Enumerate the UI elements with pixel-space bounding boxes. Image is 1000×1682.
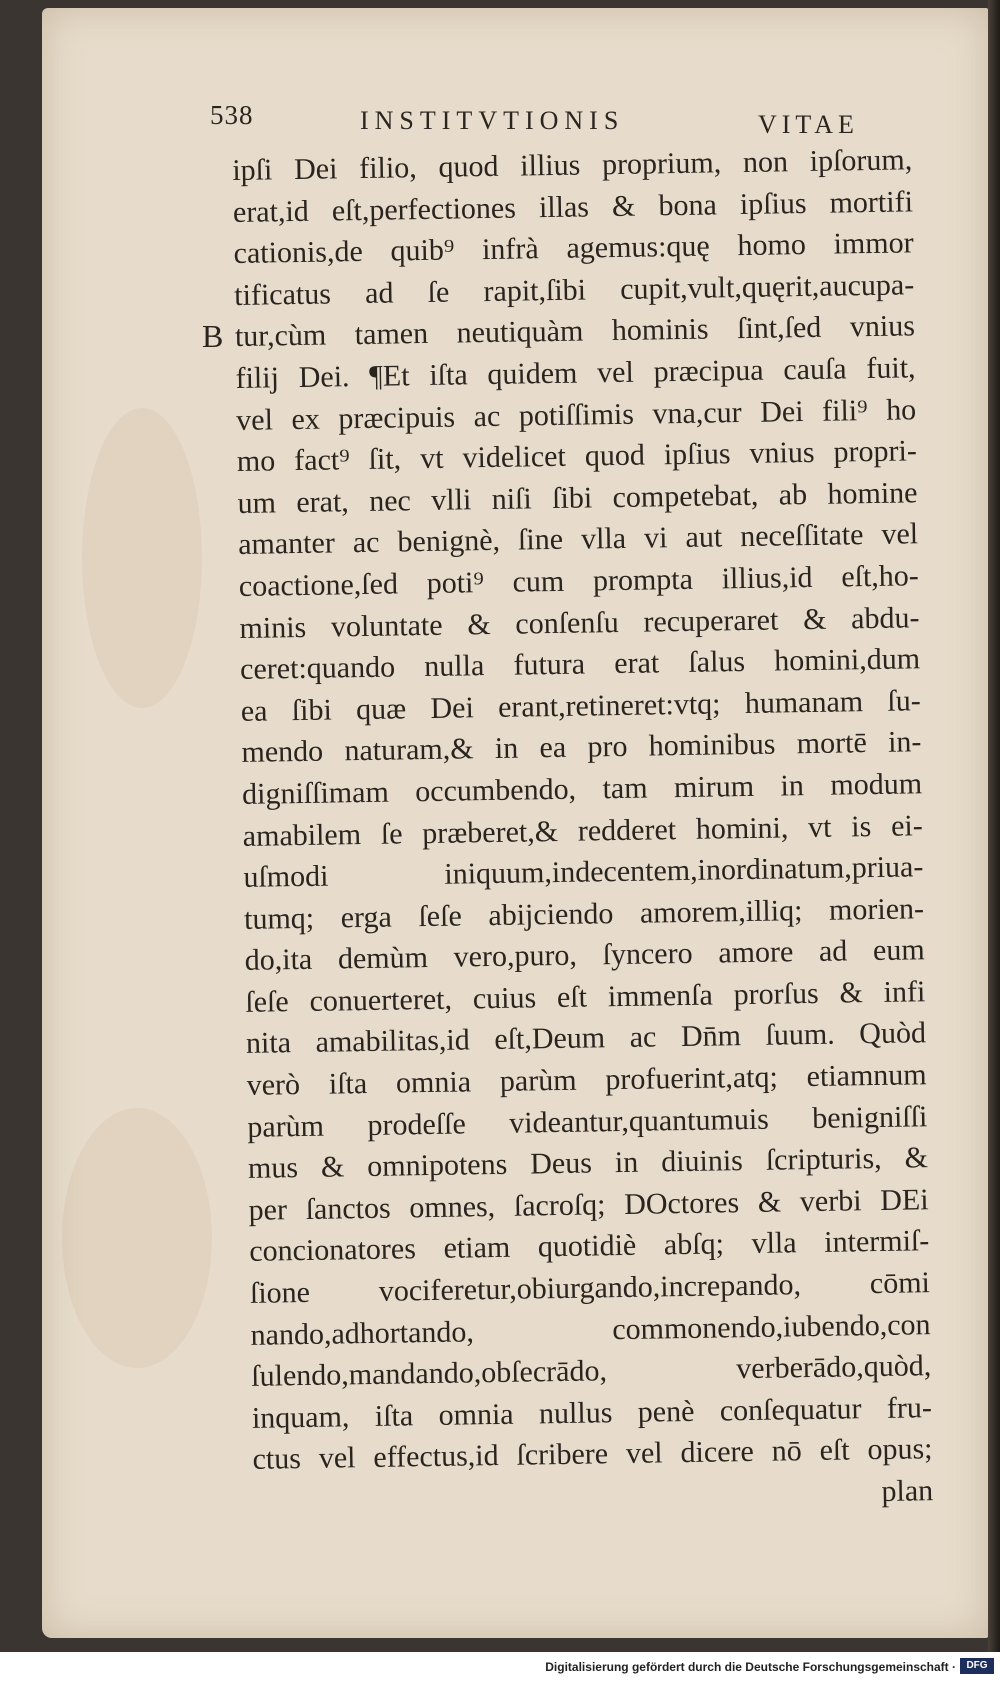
text-line: uſmodi iniquum,indecentem,inordinatum,priua- [243,850,924,895]
text-line: ctus vel effectus,id ſcribere vel dicere nō eſt opus; [252,1432,933,1477]
running-title: INSTITVTIONIS [360,106,625,135]
text-line: ſione vociferetur,obiurgando,increpando, cōmi [249,1266,931,1310]
dfg-logo: DFG [960,1658,994,1674]
margin-section-letter: B [202,318,224,354]
paper-stain [62,1108,212,1368]
text-line: coactione,ſed poti⁹ cum prompta illius,id eſt,ho- [238,559,920,603]
text-line: erat,id eſt,perfectiones illas & bona ipſius mortifi [232,184,914,229]
text-line: tificatus ad ſe rapit,ſibi cupit,vult,quęrit,aucupa- [234,268,915,312]
text-line: mo fact⁹ ſit, vt videlicet quod ipſius vnius propri- [236,434,918,479]
text-line: digniſſimam occumbendo, tam mirum in modum [241,767,923,811]
catchword: plan [881,1474,934,1508]
text-line: vel ex præcipuis ac potiſſimis vna,cur Dei fili⁹ ho [235,392,917,437]
text-line: concionatores etiam quotidiè abſq; vlla intermiſ- [249,1224,930,1269]
book-edge [988,0,1000,1652]
text-line: filij Dei. ¶Et iſta quidem vel præcipua cauſa fuit, [235,351,916,395]
footer-bar [0,1652,1000,1682]
text-line: verò iſta omnia parùm profuerint,atq; etiamnum [246,1058,927,1102]
text-line: do,ita demùm vero,puro, ſyncero amore ad eum [244,933,925,978]
text-line: inquam, iſta omnia nullus penè conſequatur fru- [251,1390,933,1435]
text-line: minis voluntate & conſenſu recuperaret & abdu- [239,600,920,645]
text-line: cationis,de quib⁹ infrà agemus:quę homo immor [233,226,914,271]
text-line: ſulendo,mandando,obſecrādo, verberādo,quòd, [251,1349,932,1394]
text-line: nando,adhortando, commonendo,iubendo,con [250,1307,931,1352]
text-line: per ſanctos omnes, ſacroſq; DOctores & verbi DEi [248,1183,929,1227]
text-line: ſeſe conuerteret, cuius eſt immenſa prorſus & infi [245,975,926,1019]
funding-credit: Digitalisierung gefördert durch die Deutsche Forschungsgemeinschaft · [545,1660,956,1674]
text-line: ceret:quando nulla futura erat ſalus homini,dum [239,642,921,687]
text-line: mendo naturam,& in ea pro hominibus mortē in- [241,725,922,770]
text-line: mus & omnipotens Deus in diuinis ſcripturis, & [247,1141,929,1186]
text-line: um erat, nec vlli niſi ſibi competebat, ab homine [237,476,918,520]
paper-stain [82,408,202,708]
text-line: ea ſibi quæ Dei erant,retineret:vtq; humanam ſu- [240,683,921,728]
text-line: amabilem ſe præberet,& redderet homini, vt is ei- [242,808,923,853]
text-line: tumq; erga ſeſe abijciendo amorem,illiq; morien- [243,891,925,936]
text-line: parùm prodeſſe videantur,quantumuis benigniſſi [247,1099,928,1144]
text-line: nita amabilitas,id eſt,Deum ac Dn̄m ſuum. Quòd [245,1016,927,1061]
text-line: ipſi Dei filio, quod illius proprium, non ipſorum, [232,143,913,187]
main-text [232,139,953,1522]
page-number: 538 [210,100,254,130]
text-line: amanter ac benignè, ſine vlla vi aut neceſſitate vel [237,517,919,562]
text-line: tur,cùm tamen neutiquàm hominis ſint,ſed vnius [234,309,916,354]
running-title-continued: VITAE [758,110,859,139]
